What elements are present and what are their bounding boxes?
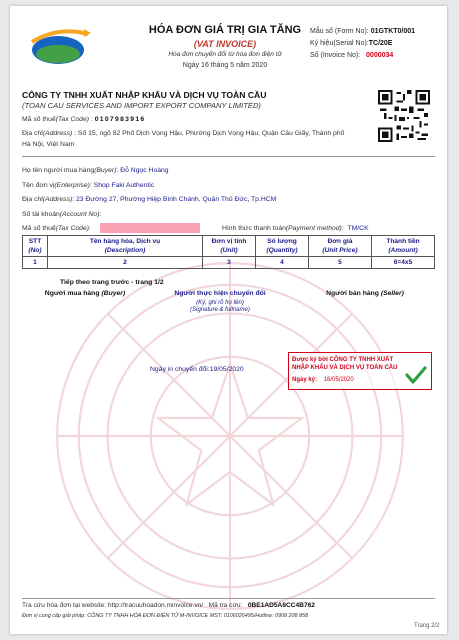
table-cell: 1 [23, 257, 48, 269]
converter-sign-label: Người thực hiện chuyển đổi [174, 290, 266, 297]
form-value: 01GTKT0/001 [370, 28, 416, 35]
footer-divider [22, 598, 435, 599]
buyer-sign-label-en: (Buyer) [101, 290, 126, 297]
col-en: (Unit) [220, 247, 238, 254]
table-index-row [23, 257, 435, 269]
stamp-date-label: Ngày ký: [292, 377, 318, 383]
conversion-date: Ngày in chuyển đổi:19/05/2020 [150, 366, 244, 373]
table-cell: 2 [48, 257, 203, 269]
col-vn: Đơn giá [327, 238, 353, 245]
pay-value: TM/CK [347, 225, 369, 232]
table-cell: 4 [256, 257, 309, 269]
pay-label: Hình thức thanh toán [222, 225, 286, 232]
seller-signature-block [310, 290, 420, 297]
lookup-code-label: Mã tra cứu: [208, 602, 243, 609]
form-label: Mẫu số (Form No): [310, 28, 369, 35]
buyer-name-label-en: (Buyer) [94, 167, 117, 174]
buyer-tax-label-en: (Tax Code) [55, 225, 90, 232]
qr-code-icon [378, 90, 430, 142]
col-header-unit-price [309, 236, 372, 257]
buyer-name-label: Họ tên người mua hàng [22, 167, 95, 174]
buyer-addr-label: Địa chỉ [22, 196, 43, 203]
col-en: (Description) [104, 247, 146, 254]
lookup-code-value: 0BE1AD5A8CC4B762 [247, 602, 315, 609]
table-cell: 6=4x5 [372, 257, 435, 269]
seller-addr-label: Địa chỉ [22, 130, 43, 137]
buyer-tax-label: Mã số thuế [22, 225, 56, 232]
footer-provider: Đơn vị cung cấp giải pháp: CÔNG TY TNHH HÓA ĐƠN ĐIỆN TỬ M-INVOICE MST: 0106026495/Hotline: 0908 208 858 [22, 613, 308, 619]
buyer-ent-value: Shop Faki Authentic [93, 182, 155, 189]
seller-sign-label-en: (Seller) [380, 290, 404, 297]
converter-signature-block [160, 290, 280, 313]
serial-label: Ký hiệu(Serial No): [310, 40, 369, 47]
invoice-no-label: Số (Invoice No): [310, 52, 361, 59]
col-vn: STT [28, 238, 42, 245]
buyer-acct-label: Số tài khoản [22, 211, 60, 218]
buyer-addr-label-en: (Address) [42, 196, 73, 203]
invoice-subtitle: (VAT INVOICE) [193, 39, 257, 49]
table-cell: 5 [309, 257, 372, 269]
buyer-ent-label: Tên đơn vị [22, 182, 55, 189]
stamp-signed-by: Được ký bởi CÔNG TY TNHH XUẤT NHẬP KHẨU VÀ DỊCH VỤ TOÀN CẦU [292, 357, 398, 371]
converter-note-en: (Signature & fullname) [190, 307, 250, 313]
pay-label-en: (Payment method) [285, 225, 342, 232]
buyer-addr-value: 23 Đường 27, Phường Hiệp Bình Chánh, Quận Thủ Đức, Tp.HCM [76, 196, 277, 203]
items-table [22, 235, 435, 269]
converter-note: (Ký, ghi rõ họ tên) [196, 300, 244, 306]
seller-tax-label: Mã số thuế [22, 116, 56, 123]
col-en: (Unit Price) [322, 247, 358, 254]
col-en: (Quantity) [266, 247, 298, 254]
buyer-sign-label: Người mua hàng [44, 290, 100, 297]
buyer-account-row: Số tài khoản(Account No): [22, 211, 102, 218]
seller-tax-code: Mã số thuế(Tax Code) : 0107983916 [22, 116, 146, 123]
col-header-quantity [256, 236, 309, 257]
footer-lookup [22, 602, 315, 609]
table-header-row [23, 236, 435, 257]
seller-addr-value: Số 15, ngõ 82 Phố Dịch Vọng Hậu, Phường Dịch Vọng Hậu, Quận Cầu Giấy, Thành phố Hà Nội, Việt Nam [22, 130, 345, 148]
seller-name: CÔNG TY TNHH XUẤT NHẬP KHẨU VÀ DỊCH VỤ TOÀN CẦU [22, 90, 267, 100]
col-header-amount [372, 236, 435, 257]
company-logo-icon [28, 24, 92, 68]
col-vn: Số lượng [267, 238, 297, 245]
col-en: (No) [28, 247, 42, 254]
seller-sign-label: Người bán hàng [326, 290, 379, 297]
seller-tax-value: 0107983916 [94, 116, 146, 123]
stamp-date-row [292, 377, 354, 383]
buyer-ent-label-en: (Enterprise) [54, 182, 90, 189]
buyer-acct-label-en: (Account No) [59, 211, 100, 218]
buyer-signature-block [30, 290, 140, 297]
serial-value: TC/20E [368, 40, 393, 47]
seller-name-en: (TOAN CAU SERVICES AND IMPORT EXPORT COMPANY LIMITED) [22, 101, 261, 110]
table-cell: 3 [203, 257, 256, 269]
col-vn: Đơn vị tính [211, 238, 247, 245]
buyer-name-value: Đỗ Ngọc Hoàng [120, 167, 169, 174]
seller-tax-label-en: (Tax Code) [55, 116, 90, 123]
seller-block [22, 90, 372, 110]
col-vn: Tên hàng hóa, Dịch vụ [89, 238, 161, 245]
invoice-page [10, 6, 447, 634]
col-header-description [48, 236, 203, 257]
stamp-date-value: 16/05/2020 [323, 377, 354, 383]
continued-note: Tiếp theo trang trước - trang 1/2 [60, 279, 164, 286]
col-vn: Thành tiền [386, 238, 420, 245]
invoice-meta [310, 26, 445, 62]
payment-method-row: Hình thức thanh toán(Payment method): TM/CK [222, 225, 369, 232]
invoice-note: Hóa đơn chuyển đổi từ hóa đơn điện tử [168, 51, 282, 58]
title-block [130, 24, 320, 69]
checkmark-icon [405, 365, 427, 385]
col-header-no [23, 236, 48, 257]
buyer-enterprise-row: Tên đơn vị(Enterprise): Shop Faki Authentic [22, 182, 155, 189]
buyer-name-row: Họ tên người mua hàng(Buyer): Đỗ Ngọc Hoàng [22, 167, 169, 174]
invoice-no-value: 0000034 [366, 52, 394, 59]
col-header-unit [203, 236, 256, 257]
invoice-date: Ngày 16 tháng 5 năm 2020 [182, 62, 268, 69]
buyer-tax-row: Mã số thuế(Tax Code): [22, 225, 91, 232]
page-number: Trang 2/2 [414, 623, 440, 629]
digital-signature-stamp [288, 352, 432, 390]
redaction-mark [100, 223, 200, 233]
col-en: (Amount) [388, 247, 418, 254]
lookup-url[interactable]: Tra cứu hóa đơn tại website: http://tracuuhoadon.minvoice.vn/ [22, 602, 204, 609]
divider [22, 156, 435, 157]
seller-addr-label-en: (Address) [42, 130, 73, 137]
invoice-title: HÓA ĐƠN GIÁ TRỊ GIA TĂNG [148, 24, 302, 36]
buyer-address-row: Địa chỉ(Address): 23 Đường 27, Phường Hiệp Bình Chánh, Quận Thủ Đức, Tp.HCM [22, 196, 277, 203]
seller-address: Địa chỉ(Address) : Số 15, ngõ 82 Phố Dịch Vọng Hậu, Phường Dịch Vọng Hậu, Quận Cầu Giấy, Thành phố Hà Nội, Việt Nam [22, 130, 345, 148]
